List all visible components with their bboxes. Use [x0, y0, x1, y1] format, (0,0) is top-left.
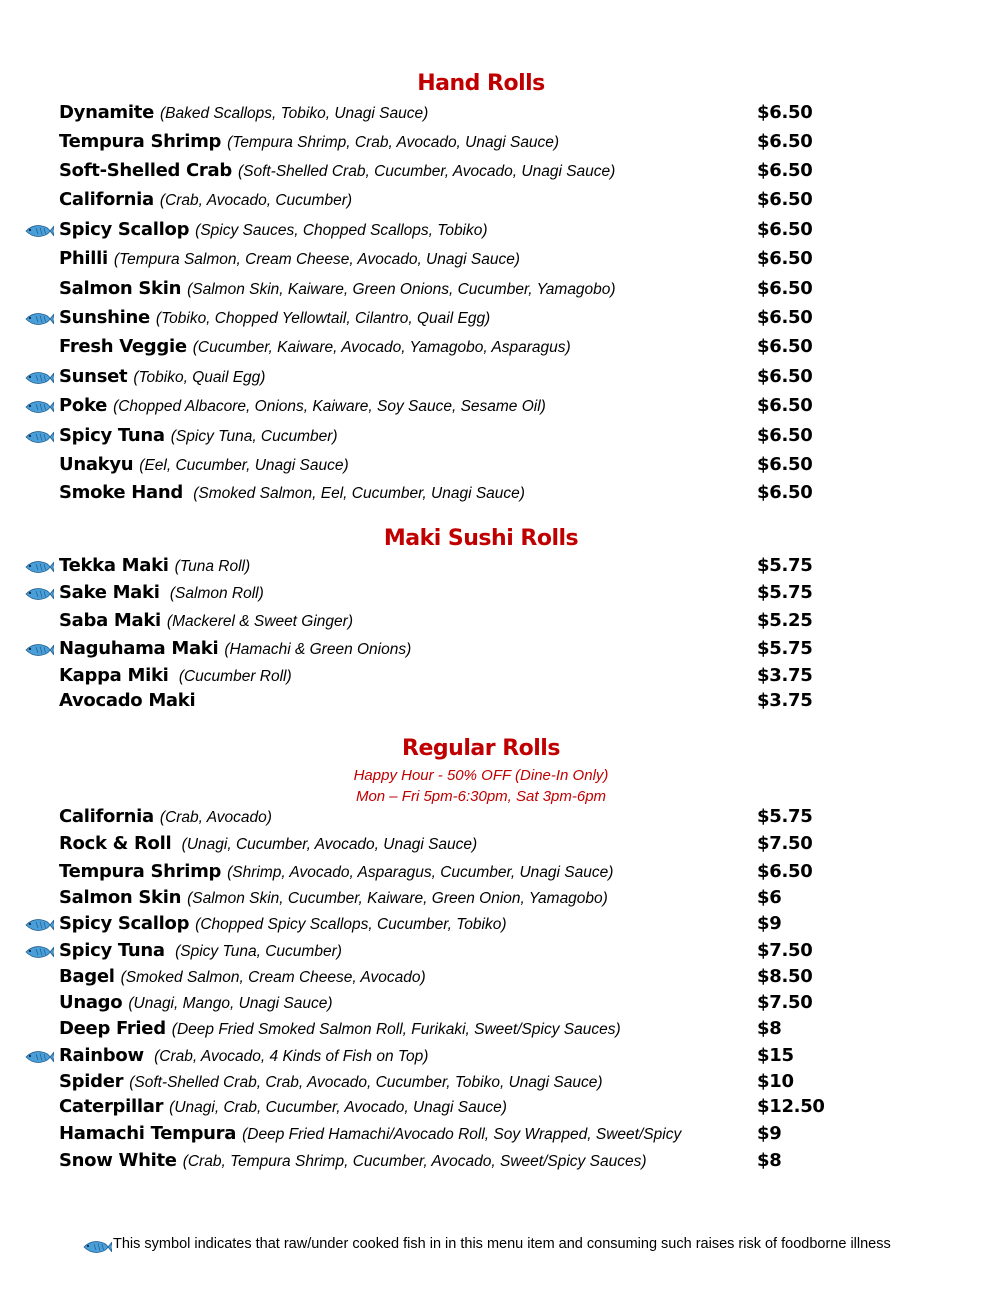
- item-price: $6.50: [757, 248, 813, 269]
- item-price: $12.50: [757, 1096, 825, 1117]
- item-price: $5.75: [757, 806, 813, 827]
- section-title-regular-rolls: Regular Rolls: [402, 736, 560, 761]
- item-price: $5.75: [757, 638, 813, 659]
- item-price: $5.25: [757, 610, 813, 631]
- section-title-maki-sushi-rolls: Maki Sushi Rolls: [383, 526, 579, 551]
- item-description: (Deep Fried Smoked Salmon Roll, Furikaki, Sweet/Spicy Sauces): [171, 1021, 621, 1038]
- fish-icon: [24, 399, 54, 415]
- item-name-text: Tempura Shrimp: [59, 131, 222, 152]
- item-price: $6.50: [757, 160, 813, 181]
- item-description: (Salmon Roll): [165, 585, 264, 602]
- menu-item: [0, 160, 1000, 186]
- item-description: (Spicy Tuna, Cucumber): [170, 428, 338, 445]
- item-name-text: Bagel: [59, 966, 115, 987]
- item-description: (Spicy Tuna, Cucumber): [170, 943, 342, 960]
- menu-item: [0, 248, 1000, 274]
- item-name-text: Sunset: [59, 366, 128, 387]
- item-price: $6.50: [757, 425, 813, 446]
- item-price: $5.75: [757, 555, 813, 576]
- item-name: [59, 887, 608, 908]
- menu-item: [0, 833, 1000, 859]
- item-description: (Crab, Avocado): [159, 809, 272, 826]
- item-name: [59, 395, 546, 416]
- item-description: (Baked Scallops, Tobiko, Unagi Sauce): [159, 105, 429, 122]
- item-name: [59, 366, 265, 387]
- item-description: (Tobiko, Chopped Yellowtail, Cilantro, Quail Egg): [155, 310, 491, 327]
- disclaimer-text: This symbol indicates that raw/under cooked fish in in this menu item and consuming such raises risk of foodborne illness: [113, 1236, 891, 1252]
- item-price: $6.50: [757, 454, 813, 475]
- item-price: $7.50: [757, 992, 813, 1013]
- item-name-text: Fresh Veggie: [59, 336, 187, 357]
- item-price: $7.50: [757, 940, 813, 961]
- item-price: $6.50: [757, 278, 813, 299]
- item-name: [59, 307, 490, 328]
- item-name-text: Salmon Skin: [59, 887, 182, 908]
- item-name: [59, 966, 426, 987]
- item-name-text: Tempura Shrimp: [59, 861, 222, 882]
- item-name: [59, 278, 616, 299]
- item-name: [59, 806, 272, 827]
- menu-item: [0, 482, 1000, 508]
- item-description: (Soft-Shelled Crab, Cucumber, Avocado, Unagi Sauce): [237, 163, 616, 180]
- item-name: [59, 833, 477, 854]
- section-title-hand-rolls: Hand Rolls: [417, 71, 545, 96]
- item-price: $6.50: [757, 482, 813, 503]
- menu-item: [0, 861, 1000, 887]
- item-name: [59, 1018, 621, 1039]
- item-name-text: Rainbow: [59, 1045, 144, 1066]
- item-name-text: Soft-Shelled Crab: [59, 160, 232, 181]
- item-name-text: Kappa Miki: [59, 665, 169, 686]
- item-description: (Soft-Shelled Crab, Crab, Avocado, Cucumber, Tobiko, Unagi Sauce): [129, 1074, 603, 1091]
- item-name-text: California: [59, 806, 154, 827]
- item-description: (Chopped Spicy Scallops, Cucumber, Tobiko): [195, 916, 507, 933]
- item-name-text: Spicy Tuna: [59, 940, 165, 961]
- item-description: (Crab, Avocado, Cucumber): [159, 192, 353, 209]
- item-description: (Spicy Sauces, Chopped Scallops, Tobiko): [195, 222, 488, 239]
- fish-icon: [24, 917, 54, 933]
- menu-item: [0, 665, 1000, 691]
- item-description: (Smoked Salmon, Cream Cheese, Avocado): [120, 969, 426, 986]
- item-name-text: Hamachi Tempura: [59, 1123, 237, 1144]
- item-price: $6.50: [757, 219, 813, 240]
- item-price: $6.50: [757, 307, 813, 328]
- item-name: [59, 482, 525, 503]
- item-name-text: Naguhama Maki: [59, 638, 219, 659]
- item-description: (Tuna Roll): [174, 558, 251, 575]
- menu-item: [0, 806, 1000, 832]
- menu-item: [0, 887, 1000, 913]
- item-price: $5.75: [757, 582, 813, 603]
- menu-item: [0, 102, 1000, 128]
- item-price: $6.50: [757, 102, 813, 123]
- item-description: (Eel, Cucumber, Unagi Sauce): [139, 457, 349, 474]
- menu-item: [0, 966, 1000, 992]
- item-description: (Shrimp, Avocado, Asparagus, Cucumber, Unagi Sauce): [227, 864, 614, 881]
- item-description: (Deep Fried Hamachi/Avocado Roll, Soy Wrapped, Sweet/Spicy: [242, 1126, 682, 1143]
- happy-hour-note: Happy Hour - 50% OFF (Dine-In Only): [353, 767, 609, 784]
- item-price: $6: [757, 887, 782, 908]
- item-name-text: Snow White: [59, 1150, 177, 1171]
- item-name: [59, 160, 615, 181]
- menu-item: [0, 1150, 1000, 1176]
- item-name: [59, 1071, 603, 1092]
- fish-icon: [24, 429, 54, 445]
- item-name-text: Caterpillar: [59, 1096, 164, 1117]
- item-description: (Crab, Avocado, 4 Kinds of Fish on Top): [149, 1048, 429, 1065]
- menu-item: [0, 1071, 1000, 1097]
- fish-icon: [24, 370, 54, 386]
- fish-icon: [24, 944, 54, 960]
- menu-item: [0, 940, 1000, 966]
- item-name: [59, 992, 333, 1013]
- menu-item: [0, 189, 1000, 215]
- item-description: (Crab, Tempura Shrimp, Cucumber, Avocado, Sweet/Spicy Sauces): [182, 1153, 647, 1170]
- item-name: [59, 610, 353, 631]
- item-price: $6.50: [757, 131, 813, 152]
- item-price: $15: [757, 1045, 794, 1066]
- item-description: (Mackerel & Sweet Ginger): [166, 613, 353, 630]
- item-price: $6.50: [757, 189, 813, 210]
- menu-item: [0, 278, 1000, 304]
- menu-item: [0, 131, 1000, 157]
- item-name-text: Spicy Scallop: [59, 219, 190, 240]
- happy-hour-times: Mon – Fri 5pm-6:30pm, Sat 3pm-6pm: [355, 788, 607, 805]
- menu-item: [0, 1045, 1000, 1071]
- fish-icon: [24, 559, 54, 575]
- item-description: (Hamachi & Green Onions): [224, 641, 412, 658]
- menu-item: [0, 913, 1000, 939]
- item-name: [59, 690, 195, 711]
- item-name-text: Spicy Scallop: [59, 913, 190, 934]
- menu-item: [0, 454, 1000, 480]
- item-price: $6.50: [757, 395, 813, 416]
- item-name: [59, 1045, 428, 1066]
- item-name: [59, 555, 250, 576]
- fish-icon: [24, 1049, 54, 1065]
- item-name-text: Sunshine: [59, 307, 150, 328]
- item-name-text: Spicy Tuna: [59, 425, 165, 446]
- item-name-text: Sake Maki: [59, 582, 160, 603]
- item-name: [59, 248, 520, 269]
- item-name-text: Tekka Maki: [59, 555, 169, 576]
- menu-item: [0, 638, 1000, 664]
- fish-icon: [24, 311, 54, 327]
- item-name: [59, 425, 338, 446]
- item-price: $6.50: [757, 861, 813, 882]
- item-name: [59, 940, 342, 961]
- item-name-text: Deep Fried: [59, 1018, 166, 1039]
- item-name: [59, 336, 571, 357]
- menu-item: [0, 610, 1000, 636]
- item-name: [59, 861, 613, 882]
- item-description: (Unagi, Crab, Cucumber, Avocado, Unagi Sauce): [169, 1099, 507, 1116]
- item-price: $3.75: [757, 690, 813, 711]
- item-name: [59, 665, 292, 686]
- item-name-text: Salmon Skin: [59, 278, 182, 299]
- item-name-text: Smoke Hand: [59, 482, 183, 503]
- menu-item: [0, 219, 1000, 245]
- item-description: (Smoked Salmon, Eel, Cucumber, Unagi Sauce): [188, 485, 525, 502]
- menu-item: [0, 555, 1000, 581]
- item-name-text: Unakyu: [59, 454, 134, 475]
- item-name: [59, 1096, 507, 1117]
- item-price: $3.75: [757, 665, 813, 686]
- item-description: (Unagi, Cucumber, Avocado, Unagi Sauce): [177, 836, 478, 853]
- item-price: $6.50: [757, 336, 813, 357]
- item-name-text: Unago: [59, 992, 123, 1013]
- item-description: (Chopped Albacore, Onions, Kaiware, Soy Sauce, Sesame Oil): [113, 398, 546, 415]
- item-name: [59, 913, 506, 934]
- item-price: $7.50: [757, 833, 813, 854]
- item-price: $8.50: [757, 966, 813, 987]
- item-price: $6.50: [757, 366, 813, 387]
- item-description: (Cucumber, Kaiware, Avocado, Yamagobo, Asparagus): [192, 339, 571, 356]
- menu-item: [0, 395, 1000, 421]
- menu-item: [0, 582, 1000, 608]
- item-price: $9: [757, 913, 782, 934]
- item-name-text: Saba Maki: [59, 610, 161, 631]
- item-name-text: Philli: [59, 248, 108, 269]
- item-price: $8: [757, 1150, 782, 1171]
- item-description: (Unagi, Mango, Unagi Sauce): [128, 995, 333, 1012]
- item-price: $9: [757, 1123, 782, 1144]
- item-name: [59, 219, 488, 240]
- fish-icon: [24, 223, 54, 239]
- item-name: [59, 454, 349, 475]
- item-name-text: Spider: [59, 1071, 124, 1092]
- item-description: (Tobiko, Quail Egg): [133, 369, 266, 386]
- menu-item: [0, 425, 1000, 451]
- item-description: (Tempura Salmon, Cream Cheese, Avocado, Unagi Sauce): [113, 251, 520, 268]
- menu-item: [0, 366, 1000, 392]
- item-name: [59, 102, 428, 123]
- menu-item: [0, 336, 1000, 362]
- menu-item: [0, 307, 1000, 333]
- menu-item: [0, 1123, 1000, 1149]
- item-name: [59, 1123, 681, 1144]
- item-description: (Salmon Skin, Cucumber, Kaiware, Green Onion, Yamagobo): [187, 890, 608, 907]
- fish-icon: [82, 1239, 112, 1255]
- item-description: (Salmon Skin, Kaiware, Green Onions, Cucumber, Yamagobo): [187, 281, 616, 298]
- item-name: [59, 1150, 646, 1171]
- item-name-text: Rock & Roll: [59, 833, 172, 854]
- item-price: $10: [757, 1071, 794, 1092]
- item-price: $8: [757, 1018, 782, 1039]
- item-description: (Tempura Shrimp, Crab, Avocado, Unagi Sauce): [227, 134, 560, 151]
- menu-item: [0, 992, 1000, 1018]
- item-name-text: California: [59, 189, 154, 210]
- item-name-text: Dynamite: [59, 102, 154, 123]
- menu-item: [0, 1018, 1000, 1044]
- item-name: [59, 638, 411, 659]
- item-name: [59, 131, 559, 152]
- menu-item: [0, 690, 1000, 716]
- item-description: (Cucumber Roll): [174, 668, 292, 685]
- item-name: [59, 189, 352, 210]
- menu-item: [0, 1096, 1000, 1122]
- item-name-text: Poke: [59, 395, 108, 416]
- item-name: [59, 582, 264, 603]
- fish-icon: [24, 586, 54, 602]
- item-name-text: Avocado Maki: [59, 690, 196, 711]
- fish-icon: [24, 642, 54, 658]
